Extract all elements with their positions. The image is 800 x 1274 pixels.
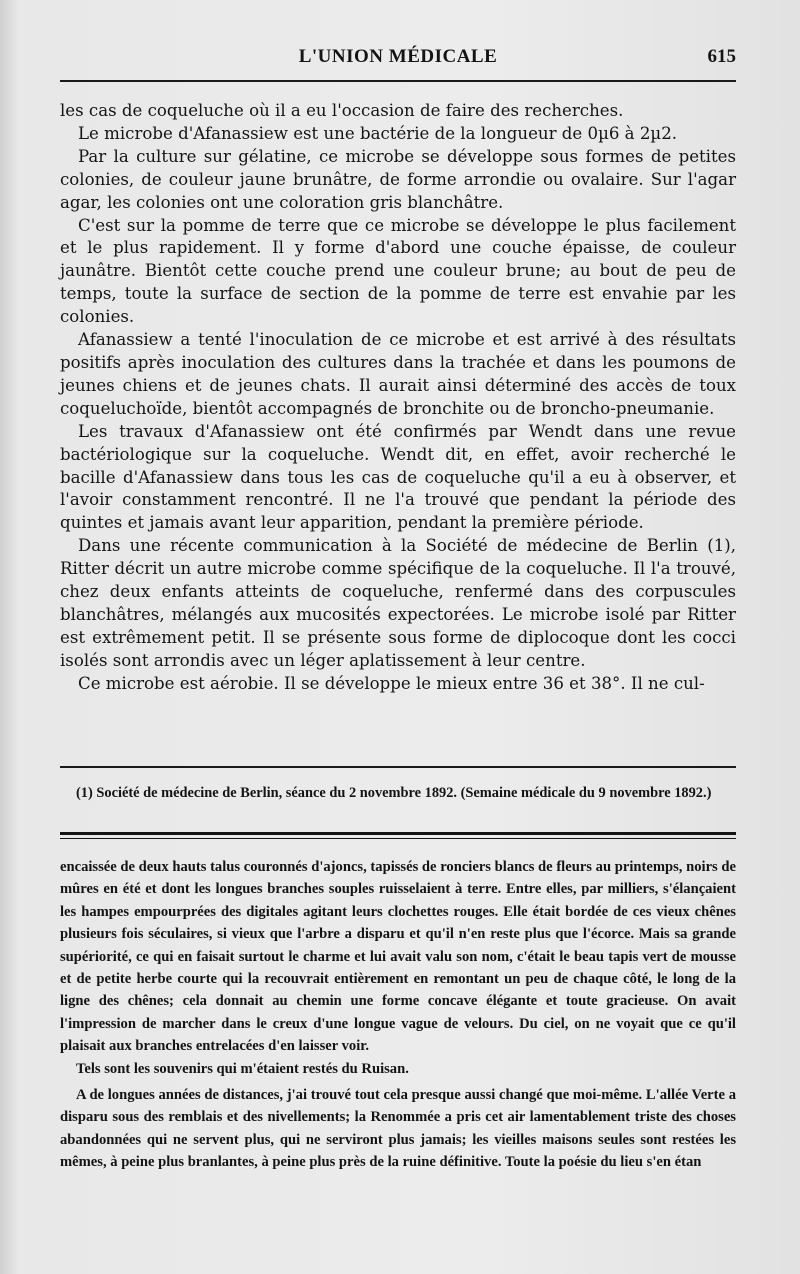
- footnote-text: (1) Société de médecine de Berlin, séance du 2 novembre 1892. (Semaine médicale du 9 novembre 1892.): [76, 785, 712, 801]
- body-paragraph: Ce microbe est aérobie. Il se développe le mieux entre 36 et 38°. Il ne cul-: [78, 673, 705, 693]
- body-paragraph: Les travaux d'Afanassiew ont été confirmés par Wendt dans une revue bactériologique sur la coqueluche. Wendt dit, en effet, avoir recherché le bacille d'Afanassiew dans tous les cas de coqueluche qu'il a eu à observer, et l'avoir constamment rencontré. Il ne l'a trouvé que pendant la période des quintes et jamais avant leur apparition, pendant la première période.: [60, 421, 736, 533]
- footnote: [60, 782, 736, 804]
- page-number: 615: [707, 46, 736, 67]
- feuilleton-section: [60, 856, 736, 1174]
- feuilleton-paragraph: Tels sont les souvenirs qui m'étaient restés du Ruisan.: [76, 1060, 409, 1077]
- body-paragraph: Par la culture sur gélatine, ce microbe se développe sous formes de petites colonies, de couleur jaune brunâtre, de forme arrondie ou ovalaire. Sur l'agar agar, les colonies ont une coloration gris blanchâtre.: [60, 146, 736, 212]
- body-paragraph: les cas de coqueluche où il a eu l'occasion de faire des recherches.: [60, 101, 624, 120]
- feuilleton-rule-thick: [60, 832, 736, 835]
- main-article: [60, 100, 736, 696]
- page-header: [60, 46, 736, 76]
- body-paragraph: Dans une récente communication à la Société de médecine de Berlin (1), Ritter décrit un autre microbe comme spécifique de la coqueluche. Il l'a trouvé, chez deux enfants atteints de coqueluche, renfermé dans des corpuscules blanchâtres, mélangés aux mucosités expectorées. Le microbe isolé par Ritter est extrêmement petit. Il se présente sous forme de diplocoque dont les cocci isolés sont arrondis avec un léger aplatissement à leur centre.: [60, 536, 736, 670]
- feuilleton-paragraph: encaissée de deux hauts talus couronnés d'ajoncs, tapissés de ronciers blancs de fleurs au printemps, noirs de mûres en été et dont les longues branches souples ruisselaient à terre. Entre elles, par milliers, s'élançaient les hampes empourprées des digitales agitant leurs clochettes rouges. Elle était bordée de ces vieux chênes plusieurs fois séculaires, si vieux que l'arbre a disparu et qu'il n'en reste plus que l'écorce. Mais sa grande supériorité, ce qui en faisait surtout le charme et lui avait valu son nom, c'était le beau tapis vert de mousse et de petite herbe courte qui la recouvrait entièrement en remontant un peu de chaque côté, le long de la ligne des chênes; cela donnait au chemin une forme concave élégante et toute gracieuse. On avait l'impression de marcher dans le creux d'une longue vague de velours. Du ciel, on ne voyait que ce qu'il plaisait aux branches entrelacées d'en laisser voir.: [60, 859, 736, 1055]
- body-paragraph: C'est sur la pomme de terre que ce microbe se développe le plus facilement et le plus rapidement. Il y forme d'abord une couche épaisse, de couleur jaunâtre. Bientôt cette couche prend une couleur brune; au bout de peu de temps, toute la surface de section de la pomme de terre est envahie par les colonies.: [60, 215, 736, 327]
- body-paragraph: Le microbe d'Afanassiew est une bactérie de la longueur de 0µ6 à 2µ2.: [78, 123, 678, 143]
- feuilleton-rule-thin: [60, 838, 736, 839]
- feuilleton-paragraph: A de longues années de distances, j'ai trouvé tout cela presque aussi changé que moi-même. L'allée Verte a disparu sous des remblais et des nivellements; la Renommée a pris cet air lamentablement triste des choses abandonnées qui ne servent plus, qui ne serviront plus jamais; les vieilles maisons seules sont restées les mêmes, à peine plus branlantes, à peine plus près de la ruine définitive. Toute la poésie du lieu s'en étan: [60, 1087, 736, 1171]
- running-title: L'UNION MÉDICALE: [298, 46, 498, 67]
- body-paragraph: Afanassiew a tenté l'inoculation de ce microbe et est arrivé à des résultats positifs après inoculation des cultures dans la trachée et dans les poumons de jeunes chiens et de jeunes chats. Il aurait ainsi déterminé des accès de toux coqueluchoïde, bientôt accompagnés de bronchite ou de broncho-pneumanie.: [60, 330, 736, 418]
- footnote-rule: [60, 766, 736, 768]
- header-rule: [60, 80, 736, 82]
